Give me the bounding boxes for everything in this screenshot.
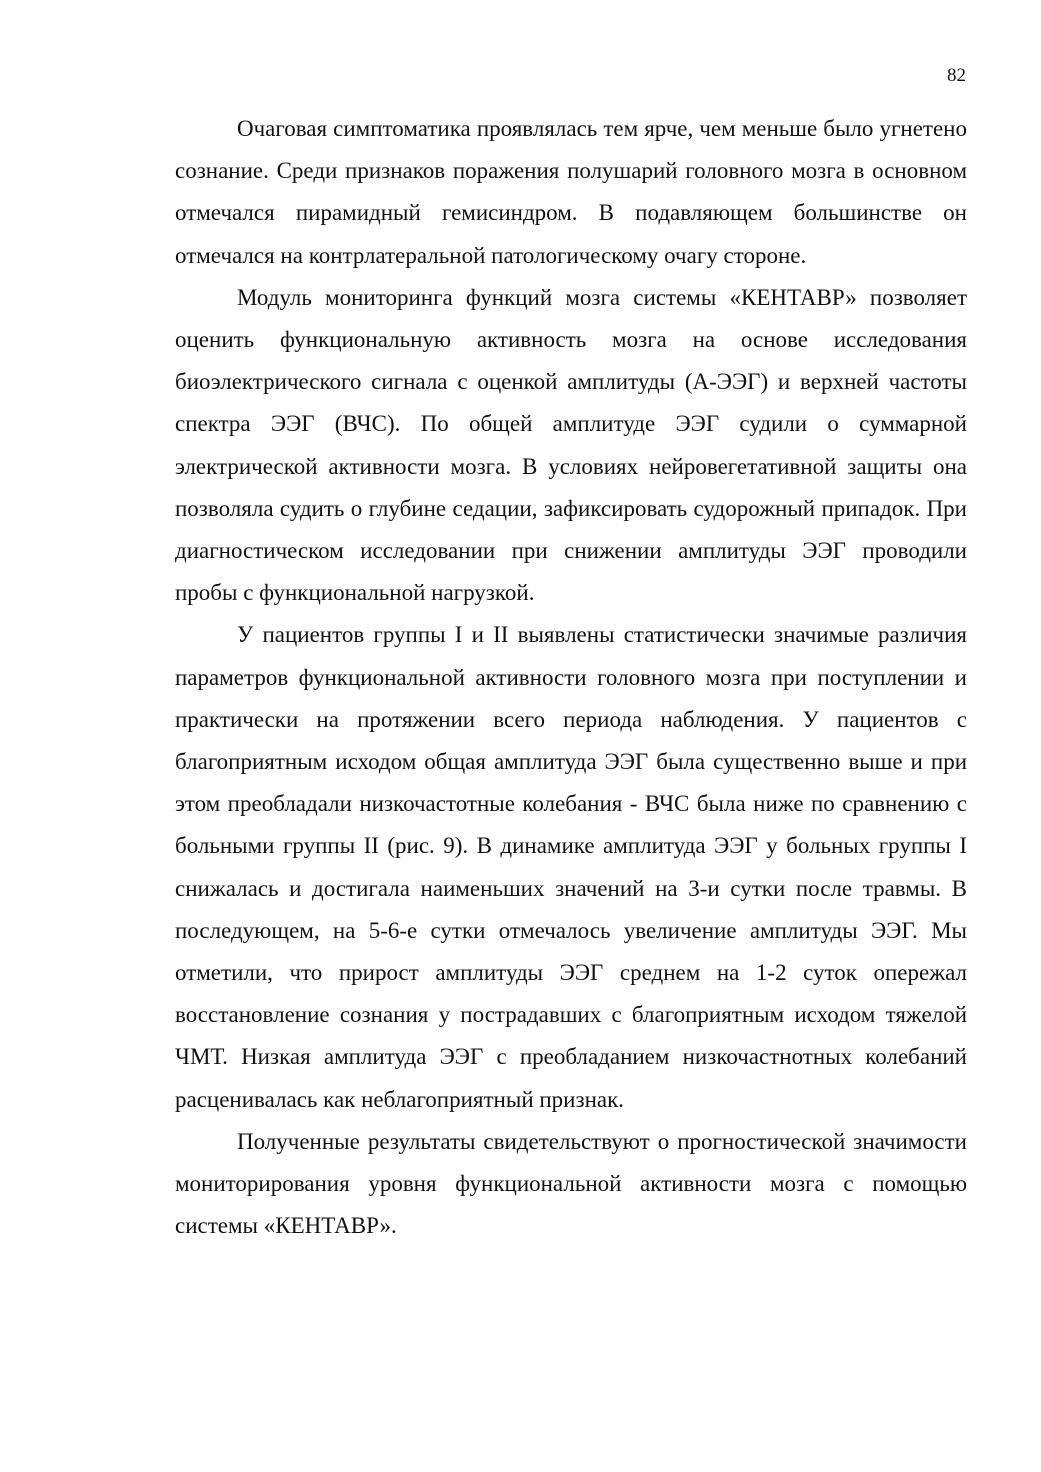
document-body: [175, 108, 967, 1247]
paragraph-focal-symptoms: Очаговая симптоматика проявлялась тем ярче, чем меньше было угнетено сознание. Среди признаков поражения полушарий головного мозга в основном отмечался пирамидный гемисиндром. В подавляющем большинстве он отмечался на контрлатеральной патологическому очагу стороне.: [175, 116, 967, 268]
page-number: 82: [947, 65, 966, 86]
paragraph-brain-monitoring-module: Модуль мониторинга функций мозга системы «КЕНТАВР» позволяет оценить функциональную активность мозга на основе исследования биоэлектрического сигнала с оценкой амплитуды (А-ЭЭГ) и верхней частоты спектра ЭЭГ (ВЧС). По общей амплитуде ЭЭГ судили о суммарной электрической активности мозга. В условиях нейровегетативной защиты она позволяла судить о глубине седации, зафиксировать судорожный припадок. При диагностическом исследовании при снижении амплитуды ЭЭГ проводили пробы с функциональной нагрузкой.: [175, 284, 967, 606]
paragraph-conclusion: Полученные результаты свидетельствуют о прогностической значимости мониторирования уровня функциональной активности мозга с помощью системы «КЕНТАВР».: [175, 1128, 967, 1239]
paragraph-group-differences: У пациентов группы I и II выявлены статистически значимые различия параметров функциональной активности головного мозга при поступлении и практически на протяжении всего периода наблюдения. У пациентов с благоприятным исходом общая амплитуда ЭЭГ была существенно выше и при этом преобладали низкочастотные колебания - ВЧС была ниже по сравнению с больными группы II (рис. 9). В динамике амплитуда ЭЭГ у больных группы I снижалась и достигала наименьших значений на 3-и сутки после травмы. В последующем, на 5-6-е сутки отмечалось увеличение амплитуды ЭЭГ. Мы отметили, что прирост амплитуды ЭЭГ среднем на 1-2 суток опережал восстановление сознания у пострадавших с благоприятным исходом тяжелой ЧМТ. Низкая амплитуда ЭЭГ с преобладанием низкочастнотных колебаний расценивалась как неблагоприятный признак.: [175, 622, 967, 1112]
